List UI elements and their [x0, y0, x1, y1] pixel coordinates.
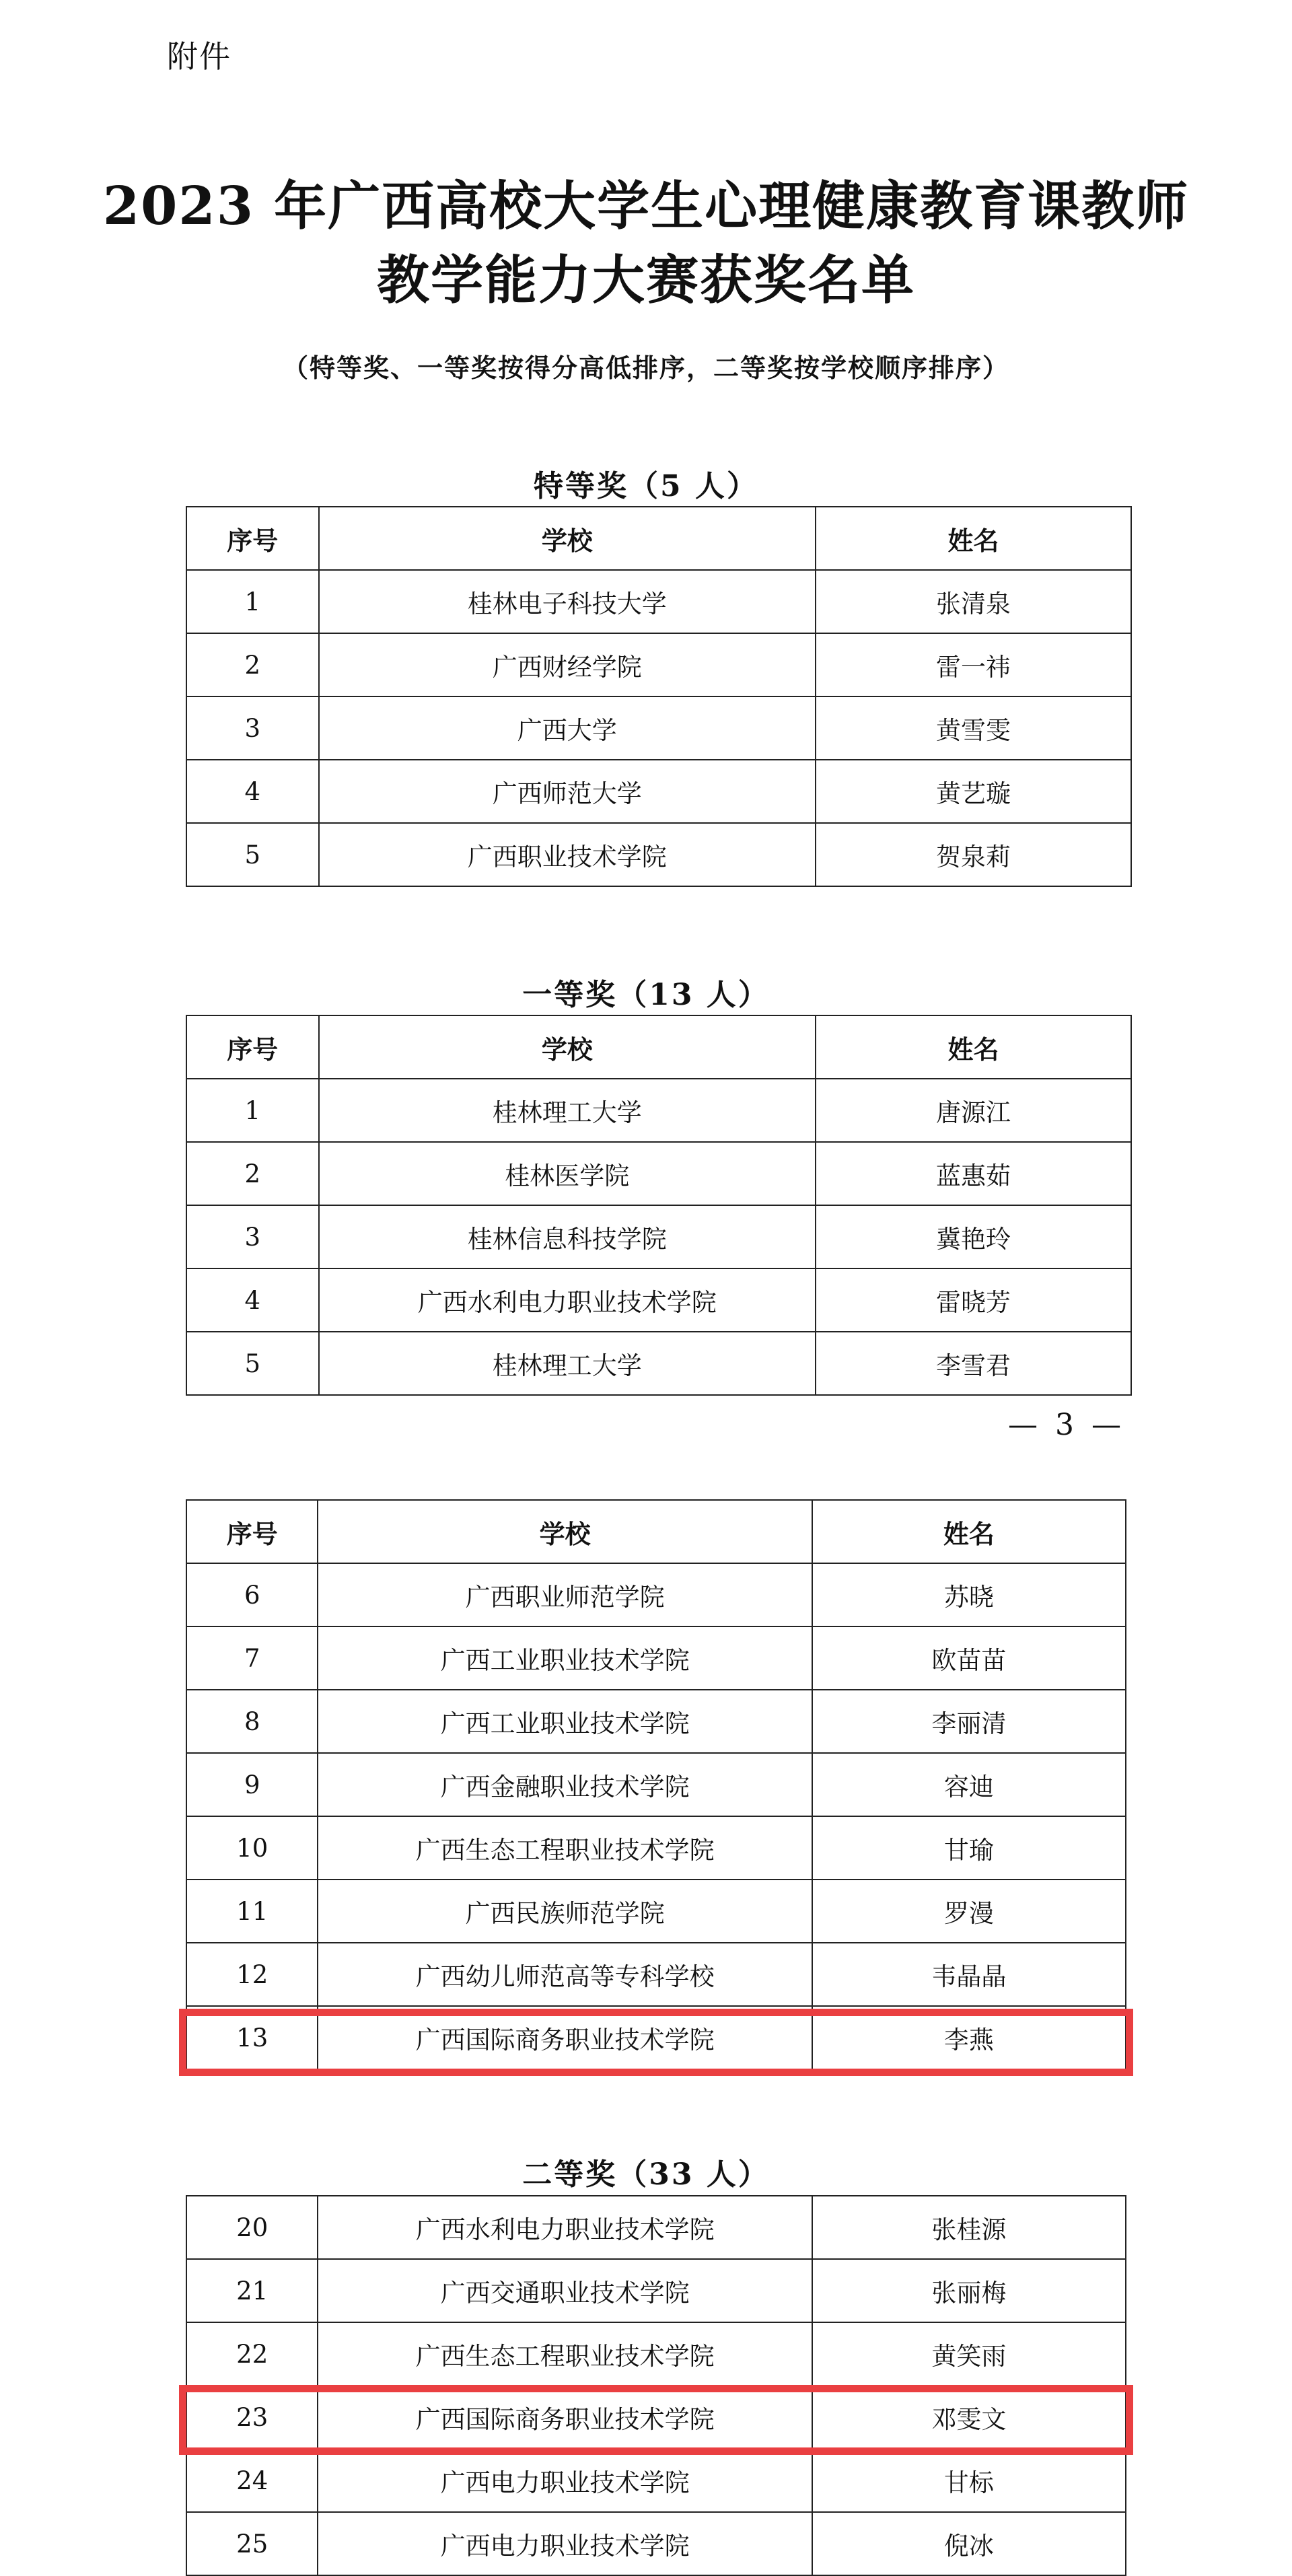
cell-name: 甘标: [812, 2449, 1126, 2512]
cell-name: 张丽梅: [812, 2259, 1126, 2322]
table-row: [186, 2449, 1126, 2512]
cell-name: 蓝惠茹: [816, 1142, 1131, 1205]
table-row: [186, 2006, 1126, 2069]
column-header-school: 学校: [319, 1015, 816, 1079]
cell-no: 6: [186, 1563, 318, 1626]
table-row: [186, 1943, 1126, 2006]
cell-school: 广西国际商务职业技术学院: [318, 2006, 812, 2069]
table-header-row: [186, 1015, 1131, 1079]
cell-no: 25: [186, 2512, 318, 2575]
table-row: [186, 570, 1131, 633]
table-row: [186, 1690, 1126, 1753]
cell-name: 韦晶晶: [812, 1943, 1126, 2006]
table-row: [186, 2386, 1126, 2449]
special-prize-table: [186, 506, 1132, 887]
column-header-school: 学校: [319, 507, 816, 570]
cell-name: 黄雪雯: [816, 696, 1131, 760]
cell-no: 20: [186, 2196, 318, 2259]
cell-no: 23: [186, 2386, 318, 2449]
cell-no: 4: [186, 760, 319, 823]
cell-name: 黄笑雨: [812, 2322, 1126, 2386]
special-prize-title: 特等奖（5 人）: [534, 469, 758, 503]
table-row: [186, 633, 1131, 696]
table-row: [186, 1332, 1131, 1395]
table-row: [186, 1563, 1126, 1626]
table-row: [186, 760, 1131, 823]
cell-name: 倪冰: [812, 2512, 1126, 2575]
column-header-no: 序号: [186, 507, 319, 570]
second-prize-title: 二等奖（33 人）: [522, 2157, 770, 2192]
cell-no: 22: [186, 2322, 318, 2386]
table-row: [186, 1880, 1126, 1943]
cell-no: 10: [186, 1816, 318, 1880]
cell-school: 广西职业师范学院: [318, 1563, 812, 1626]
cell-name: 唐源江: [816, 1079, 1131, 1142]
cell-no: 1: [186, 1079, 319, 1142]
table-row: [186, 1142, 1131, 1205]
cell-no: 9: [186, 1753, 318, 1816]
page-number: — 3 —: [1008, 1408, 1125, 1442]
first-prize-table-part-2: [186, 1499, 1126, 2070]
cell-school: 桂林医学院: [319, 1142, 816, 1205]
cell-name: 甘瑜: [812, 1816, 1126, 1880]
table-row: [186, 2259, 1126, 2322]
table-row: [186, 1268, 1131, 1332]
document-title-line-2: 教学能力大赛获奖名单: [376, 250, 915, 311]
cell-name: 雷一祎: [816, 633, 1131, 696]
cell-school: 桂林理工大学: [319, 1079, 816, 1142]
column-header-name: 姓名: [812, 1500, 1126, 1563]
cell-school: 广西幼儿师范高等专科学校: [318, 1943, 812, 2006]
table-header-row: [186, 507, 1131, 570]
cell-no: 4: [186, 1268, 319, 1332]
second-prize-table: [186, 2195, 1126, 2576]
cell-no: 5: [186, 823, 319, 886]
table-row: [186, 696, 1131, 760]
cell-name: 黄艺璇: [816, 760, 1131, 823]
cell-no: 5: [186, 1332, 319, 1395]
cell-school: 桂林电子科技大学: [319, 570, 816, 633]
table-row: [186, 1816, 1126, 1880]
cell-school: 广西职业技术学院: [319, 823, 816, 886]
cell-school: 广西水利电力职业技术学院: [319, 1268, 816, 1332]
cell-no: 1: [186, 570, 319, 633]
cell-school: 广西交通职业技术学院: [318, 2259, 812, 2322]
first-prize-table-part-1: [186, 1015, 1132, 1396]
cell-school: 广西财经学院: [319, 633, 816, 696]
column-header-name: 姓名: [816, 507, 1131, 570]
cell-no: 12: [186, 1943, 318, 2006]
cell-name: 罗漫: [812, 1880, 1126, 1943]
cell-school: 桂林信息科技学院: [319, 1205, 816, 1268]
table-row: [186, 2322, 1126, 2386]
sorting-note: （特等奖、一等奖按得分高低排序，二等奖按学校顺序排序）: [282, 353, 1009, 383]
cell-name: 贺泉莉: [816, 823, 1131, 886]
cell-no: 13: [186, 2006, 318, 2069]
cell-name: 李雪君: [816, 1332, 1131, 1395]
column-header-no: 序号: [186, 1500, 318, 1563]
cell-school: 广西国际商务职业技术学院: [318, 2386, 812, 2449]
cell-school: 桂林理工大学: [319, 1332, 816, 1395]
cell-name: 冀艳玲: [816, 1205, 1131, 1268]
table-row: [186, 2196, 1126, 2259]
table-row: [186, 1205, 1131, 1268]
attachment-label: 附件: [167, 38, 231, 75]
column-header-school: 学校: [318, 1500, 812, 1563]
cell-name: 邓雯文: [812, 2386, 1126, 2449]
cell-no: 2: [186, 1142, 319, 1205]
cell-no: 8: [186, 1690, 318, 1753]
cell-name: 李丽清: [812, 1690, 1126, 1753]
cell-no: 3: [186, 1205, 319, 1268]
cell-no: 21: [186, 2259, 318, 2322]
cell-school: 广西生态工程职业技术学院: [318, 2322, 812, 2386]
column-header-no: 序号: [186, 1015, 319, 1079]
cell-school: 广西电力职业技术学院: [318, 2512, 812, 2575]
cell-name: 雷晓芳: [816, 1268, 1131, 1332]
cell-name: 李燕: [812, 2006, 1126, 2069]
cell-no: 3: [186, 696, 319, 760]
column-header-name: 姓名: [816, 1015, 1131, 1079]
table-row: [186, 1753, 1126, 1816]
cell-school: 广西工业职业技术学院: [318, 1690, 812, 1753]
cell-no: 11: [186, 1880, 318, 1943]
document-title-line-1: 2023 年广西高校大学生心理健康教育课教师: [102, 176, 1190, 237]
cell-school: 广西金融职业技术学院: [318, 1753, 812, 1816]
cell-name: 欧苗苗: [812, 1626, 1126, 1690]
table-row: [186, 1079, 1131, 1142]
cell-no: 24: [186, 2449, 318, 2512]
cell-name: 苏晓: [812, 1563, 1126, 1626]
cell-no: 2: [186, 633, 319, 696]
cell-school: 广西大学: [319, 696, 816, 760]
cell-no: 7: [186, 1626, 318, 1690]
cell-school: 广西师范大学: [319, 760, 816, 823]
cell-school: 广西水利电力职业技术学院: [318, 2196, 812, 2259]
cell-school: 广西电力职业技术学院: [318, 2449, 812, 2512]
cell-name: 张桂源: [812, 2196, 1126, 2259]
cell-name: 容迪: [812, 1753, 1126, 1816]
table-row: [186, 2512, 1126, 2575]
cell-school: 广西生态工程职业技术学院: [318, 1816, 812, 1880]
cell-name: 张清泉: [816, 570, 1131, 633]
table-header-row: [186, 1500, 1126, 1563]
first-prize-title: 一等奖（13 人）: [522, 978, 770, 1012]
table-row: [186, 823, 1131, 886]
cell-school: 广西工业职业技术学院: [318, 1626, 812, 1690]
table-row: [186, 1626, 1126, 1690]
cell-school: 广西民族师范学院: [318, 1880, 812, 1943]
